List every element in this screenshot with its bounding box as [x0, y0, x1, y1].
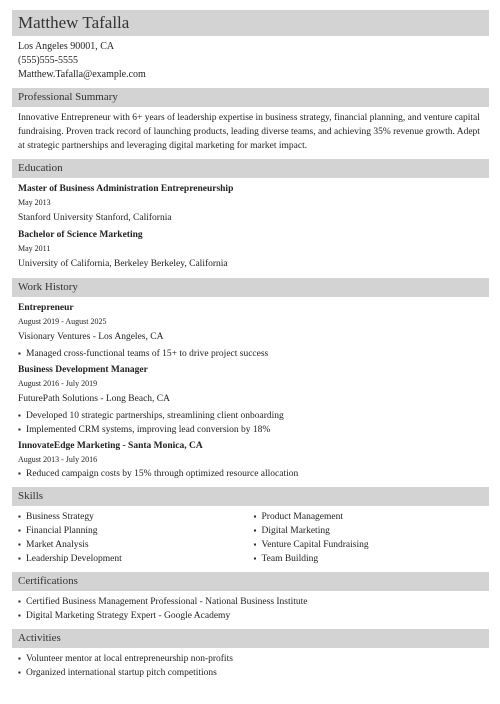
bullet-icon: ▪: [18, 597, 21, 606]
certifications-list: [18, 595, 489, 623]
list-item: ▪ Implemented CRM systems, improving lead conversion by 18%: [18, 425, 271, 435]
list-item: ▪ Organized international startup pitch competitions: [18, 668, 217, 678]
list-item: ▪ Managed cross-functional teams of 15+ to drive project success: [18, 349, 269, 359]
list-item: ▪ Product Management: [253, 512, 344, 522]
skills-column-right: [254, 510, 490, 566]
bullet-icon: ▪: [253, 526, 257, 535]
list-item: ▪ Team Building: [253, 554, 319, 564]
list-item: ▪ Digital Marketing Strategy Expert - Google Academy: [18, 611, 231, 621]
list-item: ▪ Venture Capital Fundraising: [253, 540, 369, 550]
education-date: May 2011: [18, 244, 51, 253]
section-header-activities: Activities: [12, 629, 489, 648]
list-item: ▪ Reduced campaign costs by 15% through optimized resource allocation: [18, 469, 299, 479]
education-school: Stanford University Stanford, California: [18, 213, 172, 223]
education-degree: Bachelor of Science Marketing: [18, 230, 143, 240]
bullet-icon: ▪: [253, 554, 257, 563]
skills-grid: [18, 510, 489, 566]
job-entry: [18, 363, 489, 437]
bullet-icon: ▪: [18, 512, 21, 521]
job-entry: [18, 439, 489, 481]
job-bullets: [18, 409, 489, 437]
job-entry: [18, 301, 489, 361]
job-bullets: [18, 467, 489, 481]
bullet-icon: ▪: [253, 540, 257, 549]
education-degree: Master of Business Administration Entrepreneurship: [18, 184, 234, 194]
bullet-icon: ▪: [18, 668, 21, 677]
section-header-skills: Skills: [12, 487, 489, 506]
job-dates: August 2016 - July 2019: [18, 379, 98, 388]
contact-location: Los Angeles 90001, CA: [18, 41, 115, 52]
list-item: ▪ Market Analysis: [18, 540, 89, 550]
bullet-icon: ▪: [18, 469, 21, 478]
list-item: ▪ Financial Planning: [18, 526, 98, 536]
bullet-icon: ▪: [253, 512, 257, 521]
bullet-icon: ▪: [18, 411, 21, 420]
bullet-icon: ▪: [18, 611, 21, 620]
job-dates: August 2013 - July 2016: [18, 455, 98, 464]
job-company: Visionary Ventures - Los Angeles, CA: [18, 332, 164, 342]
bullet-icon: ▪: [18, 526, 21, 535]
bullet-icon: ▪: [18, 349, 21, 358]
bullet-icon: ▪: [18, 554, 21, 563]
section-header-summary: Professional Summary: [12, 88, 489, 107]
education-entry: [18, 182, 489, 226]
activities-list: [18, 652, 489, 680]
education-entry: [18, 228, 489, 272]
education-date: May 2013: [18, 198, 51, 207]
section-header-education: Education: [12, 159, 489, 178]
contact-phone: (555)555-5555: [18, 55, 78, 66]
job-company: FuturePath Solutions - Long Beach, CA: [18, 394, 170, 404]
list-item: ▪ Digital Marketing: [253, 526, 330, 536]
section-header-work: Work History: [12, 278, 489, 297]
job-title: Entrepreneur: [18, 303, 74, 313]
candidate-name: Matthew Tafalla: [18, 13, 130, 32]
education-school: University of California, Berkeley Berkeley, California: [18, 259, 228, 269]
bullet-icon: ▪: [18, 540, 21, 549]
list-item: ▪ Business Strategy: [18, 512, 94, 522]
bullet-icon: ▪: [18, 654, 21, 663]
name-bar: [12, 10, 489, 36]
bullet-icon: ▪: [18, 425, 21, 434]
list-item: ▪ Developed 10 strategic partnerships, streamlining client onboarding: [18, 411, 284, 421]
list-item: ▪ Leadership Development: [18, 554, 122, 564]
section-header-certifications: Certifications: [12, 572, 489, 591]
list-item: ▪ Certified Business Management Professional - National Business Institute: [18, 597, 308, 607]
summary-text: Innovative Entrepreneur with 6+ years of leadership expertise in business strategy, financial planning, and venture capital fundraising. Proven track record of launching products, leading diverse teams, and achieving 35% revenue growth. Adept at strategic partnerships and leveraging digital marketing for market impact.: [18, 113, 480, 151]
job-bullets: [18, 347, 489, 361]
list-item: ▪ Volunteer mentor at local entrepreneurship non-profits: [18, 654, 233, 664]
skills-column-left: [18, 510, 254, 566]
job-title: InnovateEdge Marketing - Santa Monica, CA: [18, 441, 203, 451]
job-dates: August 2019 - August 2025: [18, 317, 107, 326]
job-title: Business Development Manager: [18, 365, 148, 375]
contact-email: Matthew.Tafalla@example.com: [18, 69, 146, 80]
